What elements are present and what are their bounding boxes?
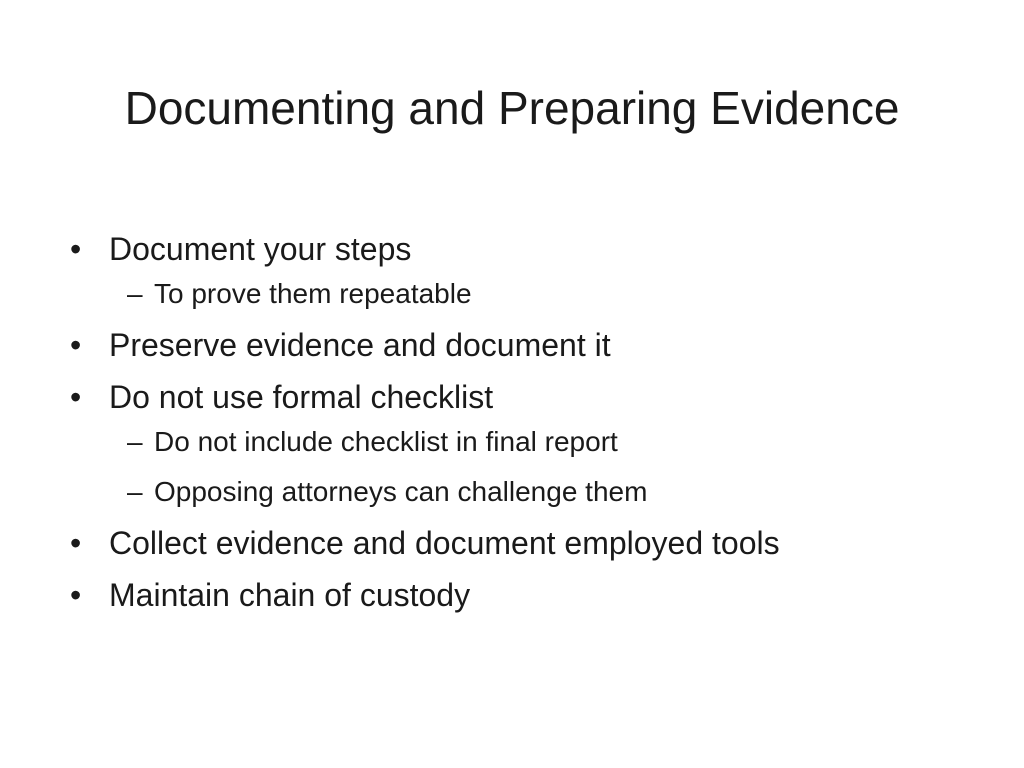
bullet-text: Collect evidence and document employed tools — [109, 525, 780, 561]
bullet-text: Preserve evidence and document it — [109, 327, 611, 363]
bullet-text: Document your steps — [109, 231, 412, 267]
bullet-marker: • — [70, 525, 82, 561]
sub-bullet-text: Do not include checklist in final report — [154, 426, 618, 457]
sub-bullet-marker: – — [127, 426, 143, 457]
sub-bullet-text: Opposing attorneys can challenge them — [154, 476, 648, 507]
bullet-item — [70, 574, 970, 616]
bullet-marker: • — [70, 379, 82, 415]
slide-title: Documenting and Preparing Evidence — [124, 82, 900, 134]
bullet-item — [70, 324, 970, 366]
bullet-marker: • — [70, 577, 82, 613]
bullet-item — [70, 522, 970, 564]
bullet-marker: • — [70, 231, 82, 267]
bullet-text: Maintain chain of custody — [109, 577, 471, 613]
sub-bullet-text: To prove them repeatable — [154, 278, 472, 309]
sub-bullet-marker: – — [127, 476, 143, 507]
bullet-text: Do not use formal checklist — [109, 379, 494, 415]
sub-bullet-item — [70, 422, 970, 462]
bullet-list — [70, 228, 970, 616]
bullet-item — [70, 228, 970, 270]
sub-bullet-item — [70, 472, 970, 512]
bullet-marker: • — [70, 327, 82, 363]
sub-bullet-marker: – — [127, 278, 143, 309]
bullet-item — [70, 376, 970, 418]
sub-bullet-item — [70, 274, 970, 314]
